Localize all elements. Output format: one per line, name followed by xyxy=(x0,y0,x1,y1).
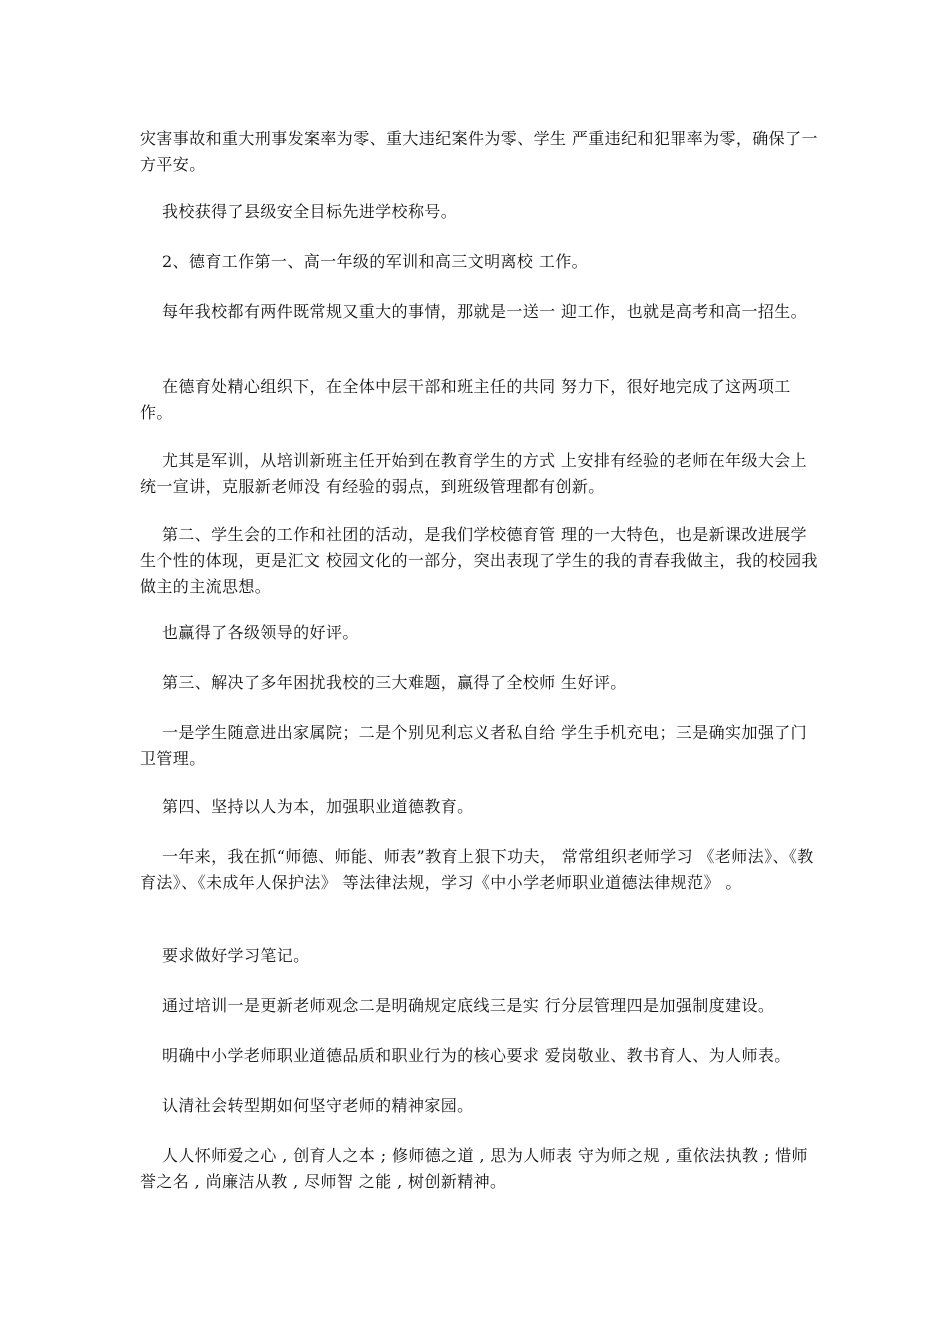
paragraph-1: 灾害事故和重大刑事发案率为零、重大违纪案件为零、学生 严重违纪和犯罪率为零，确保了一方平安。 xyxy=(140,129,818,174)
paragraph-6: 尤其是军训，从培训新班主任开始到在教育学生的方式 上安排有经验的老师在年级大会上统一宣讲，克服新老师没 有经验的弱点，到班级管理都有创新。 xyxy=(140,451,808,496)
paragraph-15: 明确中小学老师职业道德品质和职业行为的核心要求 爱岗敬业、教书育人、为人师表。 xyxy=(140,1046,791,1065)
paragraph-17: 人人怀师爱之心 , 创育人之本 ; 修师德之道 , 思为人师表 守为师之规 , 重依法执教 ; 惜师誉之名 , 尚廉洁从教 , 尽师智 之能 , 树创新精神。 xyxy=(140,1146,808,1191)
paragraph-12: 一年来，我在抓“师德、师能、师表”教育上狠下功夫， 常常组织老师学习 《老师法》、《教育法》、《未成年人保护法》 等法律法规，学习《中小学老师职业道德法律规范》 。 xyxy=(140,847,814,892)
paragraph-4: 每年我校都有两件既常规又重大的事情，那就是一送一 迎工作，也就是高考和高一招生。 xyxy=(140,302,808,321)
paragraph-9: 第三、解决了多年困扰我校的三大难题，赢得了全校师 生好评。 xyxy=(140,673,627,692)
paragraph-3: 2、德育工作第一、高一年级的军训和高三文明离校 工作。 xyxy=(140,252,589,271)
paragraph-14: 通过培训一是更新老师观念二是明确规定底线三是实 行分层管理四是加强制度建设。 xyxy=(140,996,775,1015)
paragraph-11: 第四、坚持以人为本，加强职业道德教育。 xyxy=(140,797,474,816)
paragraph-2: 我校获得了县级安全目标先进学校称号。 xyxy=(140,202,458,221)
paragraph-7: 第二、学生会的工作和社团的活动，是我们学校德育管 理的一大特色，也是新课改进展学生个性的体现，更是汇文 校园文化的一部分，突出表现了学生的我的青春我做主，我的校园我做主的主流思想。 xyxy=(140,525,818,596)
paragraph-10: 一是学生随意进出家属院；二是个别见利忘义者私自给 学生手机充电；三是确实加强了门卫管理。 xyxy=(140,723,808,768)
paragraph-16: 认清社会转型期如何坚守老师的精神家园。 xyxy=(140,1096,474,1115)
paragraph-8: 也赢得了各级领导的好评。 xyxy=(140,623,359,642)
paragraph-5: 在德育处精心组织下，在全体中层干部和班主任的共同 努力下，很好地完成了这两项工作。 xyxy=(140,377,791,422)
paragraph-13: 要求做好学习笔记。 xyxy=(140,946,310,965)
